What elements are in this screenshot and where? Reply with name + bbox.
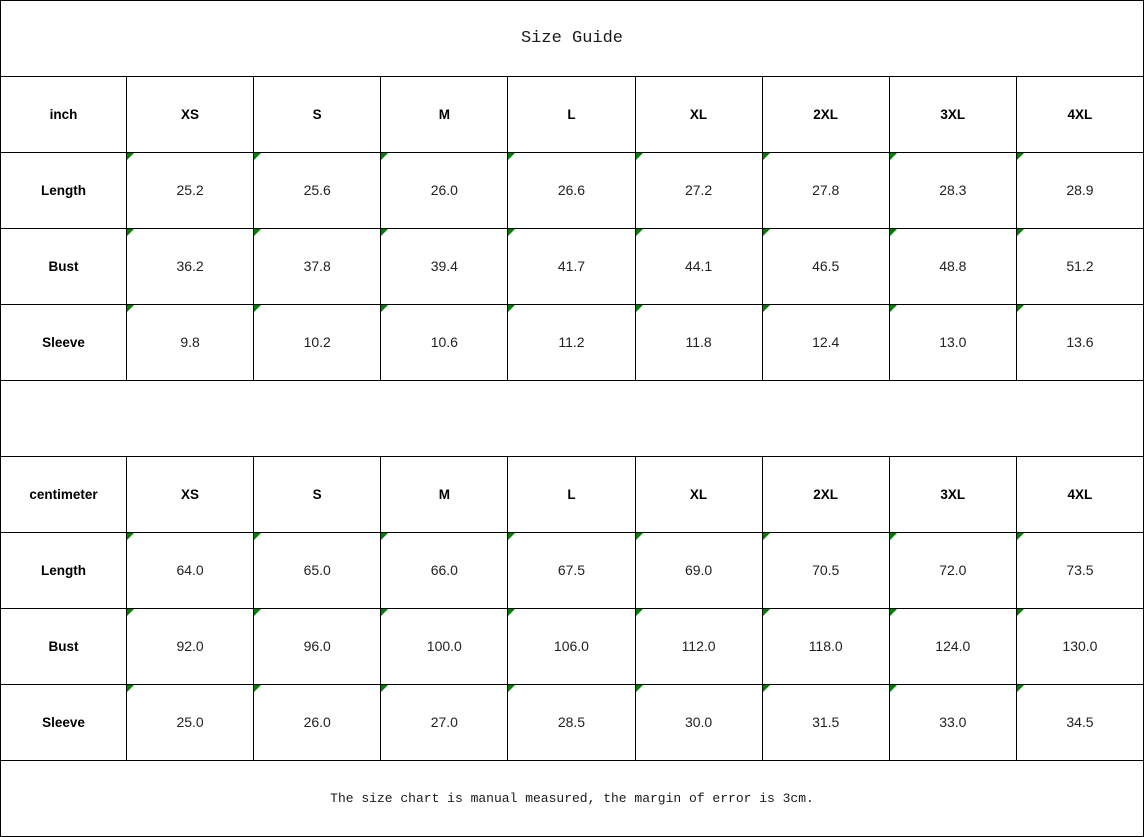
row-label-bust: Bust [1,609,127,685]
value-cell [635,229,762,305]
value-cell [762,229,889,305]
size-header-xl: XL [635,77,762,153]
value-text: 106.0 [553,637,589,654]
value-cell [762,153,889,229]
value-text: 33.0 [939,713,967,730]
value-text: 67.5 [557,561,586,578]
value-cell [381,305,508,381]
green-triangle-icon [636,533,643,540]
size-header-3xl: 3XL [889,77,1016,153]
value-cell [889,229,1016,305]
size-header-2xl: 2XL [762,77,889,153]
page-title: Size Guide [1,1,1144,77]
green-triangle-icon [890,305,897,312]
value-text: 26.0 [303,713,331,730]
value-cell [762,685,889,761]
cm-header-row [1,457,1144,533]
size-header-3xl: 3XL [889,457,1016,533]
value-text: 64.0 [176,561,204,578]
value-cell [889,685,1016,761]
value-text: 27.0 [430,713,458,730]
footer-row [1,761,1144,837]
value-text: 25.2 [176,181,204,198]
value-text: 30.0 [684,713,713,730]
value-text: 26.6 [557,181,586,198]
green-triangle-icon [1017,533,1024,540]
value-text: 39.4 [430,257,458,274]
green-triangle-icon [763,533,770,540]
inch-bust-row [1,229,1144,305]
value-text: 72.0 [939,561,967,578]
cm-sleeve-row [1,685,1144,761]
value-text: 37.8 [303,257,331,274]
green-triangle-icon [636,153,643,160]
green-triangle-icon [890,153,897,160]
value-cell [1016,229,1143,305]
value-cell [254,685,381,761]
value-cell [889,153,1016,229]
value-cell [635,685,762,761]
green-triangle-icon [890,533,897,540]
value-text: 130.0 [1062,637,1098,654]
green-triangle-icon [763,609,770,616]
value-text: 96.0 [303,637,331,654]
value-cell [1016,685,1143,761]
green-triangle-icon [254,229,261,236]
size-header-l: L [508,457,635,533]
value-text: 73.5 [1066,561,1094,578]
size-header-xs: XS [127,457,254,533]
green-triangle-icon [381,305,388,312]
footer-note: The size chart is manual measured, the margin of error is 3cm. [1,761,1144,837]
green-triangle-icon [508,229,515,236]
spacer-cell [1,381,1144,457]
value-text: 70.5 [812,561,840,578]
value-cell [1016,153,1143,229]
value-cell [254,609,381,685]
value-text: 34.5 [1066,713,1094,730]
row-label-bust: Bust [1,229,127,305]
green-triangle-icon [636,685,643,692]
green-triangle-icon [381,533,388,540]
green-triangle-icon [890,685,897,692]
green-triangle-icon [127,685,134,692]
green-triangle-icon [636,229,643,236]
value-text: 124.0 [935,637,971,654]
green-triangle-icon [1017,685,1024,692]
green-triangle-icon [508,609,515,616]
value-cell [254,533,381,609]
value-text: 46.5 [812,257,840,274]
value-cell [254,305,381,381]
value-text: 31.5 [812,713,840,730]
value-cell [381,533,508,609]
value-text: 69.0 [684,561,713,578]
value-text: 28.9 [1066,181,1094,198]
green-triangle-icon [381,229,388,236]
green-triangle-icon [127,609,134,616]
unit-header-inch: inch [1,77,127,153]
green-triangle-icon [1017,229,1024,236]
value-cell [1016,609,1143,685]
value-cell [889,305,1016,381]
value-text: 36.2 [176,257,204,274]
value-text: 9.8 [180,333,200,350]
green-triangle-icon [636,305,643,312]
value-text: 92.0 [176,637,204,654]
value-text: 11.8 [685,333,712,350]
value-cell [127,609,254,685]
row-label-sleeve: Sleeve [1,685,127,761]
green-triangle-icon [381,153,388,160]
value-cell [889,609,1016,685]
green-triangle-icon [763,305,770,312]
value-cell [508,609,635,685]
value-cell [635,609,762,685]
value-cell [127,685,254,761]
value-cell [381,609,508,685]
value-cell [254,153,381,229]
value-cell [508,305,635,381]
value-text: 65.0 [303,561,331,578]
value-cell [508,533,635,609]
value-cell [635,305,762,381]
unit-header-centimeter: centimeter [1,457,127,533]
size-header-s: S [254,77,381,153]
value-text: 44.1 [684,257,713,274]
green-triangle-icon [254,533,261,540]
value-text: 11.2 [558,333,585,350]
value-cell [889,533,1016,609]
green-triangle-icon [127,153,134,160]
value-text: 51.2 [1066,257,1094,274]
green-triangle-icon [254,305,261,312]
value-cell [762,305,889,381]
size-header-xl: XL [635,457,762,533]
cm-bust-row [1,609,1144,685]
row-label-length: Length [1,153,127,229]
green-triangle-icon [890,229,897,236]
green-triangle-icon [763,685,770,692]
value-cell [127,305,254,381]
green-triangle-icon [127,533,134,540]
inch-length-row [1,153,1144,229]
green-triangle-icon [763,229,770,236]
green-triangle-icon [127,305,134,312]
size-header-4xl: 4XL [1016,457,1143,533]
value-text: 100.0 [426,637,462,654]
value-cell [381,229,508,305]
value-text: 13.0 [939,333,967,350]
value-cell [127,229,254,305]
value-text: 10.2 [303,333,331,350]
row-label-length: Length [1,533,127,609]
value-text: 12.4 [812,333,840,350]
row-label-sleeve: Sleeve [1,305,127,381]
value-cell [1016,533,1143,609]
value-text: 118.0 [808,637,843,654]
value-text: 26.0 [430,181,458,198]
value-cell [508,685,635,761]
green-triangle-icon [1017,153,1024,160]
value-cell [508,229,635,305]
size-header-4xl: 4XL [1016,77,1143,153]
value-cell [762,609,889,685]
value-text: 10.6 [430,333,458,350]
green-triangle-icon [508,533,515,540]
green-triangle-icon [254,685,261,692]
green-triangle-icon [381,685,388,692]
green-triangle-icon [508,153,515,160]
value-text: 13.6 [1066,333,1094,350]
value-cell [635,533,762,609]
value-text: 27.2 [684,181,713,198]
green-triangle-icon [381,609,388,616]
green-triangle-icon [636,609,643,616]
value-text: 25.0 [176,713,204,730]
green-triangle-icon [1017,305,1024,312]
cm-length-row [1,533,1144,609]
size-header-m: M [381,77,508,153]
inch-header-row [1,77,1144,153]
value-text: 48.8 [939,257,967,274]
spacer-row [1,381,1144,457]
value-cell [635,153,762,229]
size-header-l: L [508,77,635,153]
value-cell [381,153,508,229]
green-triangle-icon [1017,609,1024,616]
size-header-xs: XS [127,77,254,153]
green-triangle-icon [254,609,261,616]
green-triangle-icon [254,153,261,160]
size-header-2xl: 2XL [762,457,889,533]
value-text: 28.5 [557,713,586,730]
value-cell [508,153,635,229]
green-triangle-icon [508,685,515,692]
value-cell [127,533,254,609]
green-triangle-icon [127,229,134,236]
title-row [1,1,1144,77]
value-text: 25.6 [303,181,331,198]
value-text: 66.0 [430,561,458,578]
value-text: 27.8 [812,181,840,198]
size-header-s: S [254,457,381,533]
green-triangle-icon [763,153,770,160]
value-text: 41.7 [557,257,586,274]
green-triangle-icon [890,609,897,616]
value-text: 112.0 [681,637,716,654]
inch-sleeve-row [1,305,1144,381]
value-cell [762,533,889,609]
value-cell [1016,305,1143,381]
value-cell [127,153,254,229]
green-triangle-icon [508,305,515,312]
size-header-m: M [381,457,508,533]
value-cell [381,685,508,761]
value-cell [254,229,381,305]
value-text: 28.3 [939,181,967,198]
